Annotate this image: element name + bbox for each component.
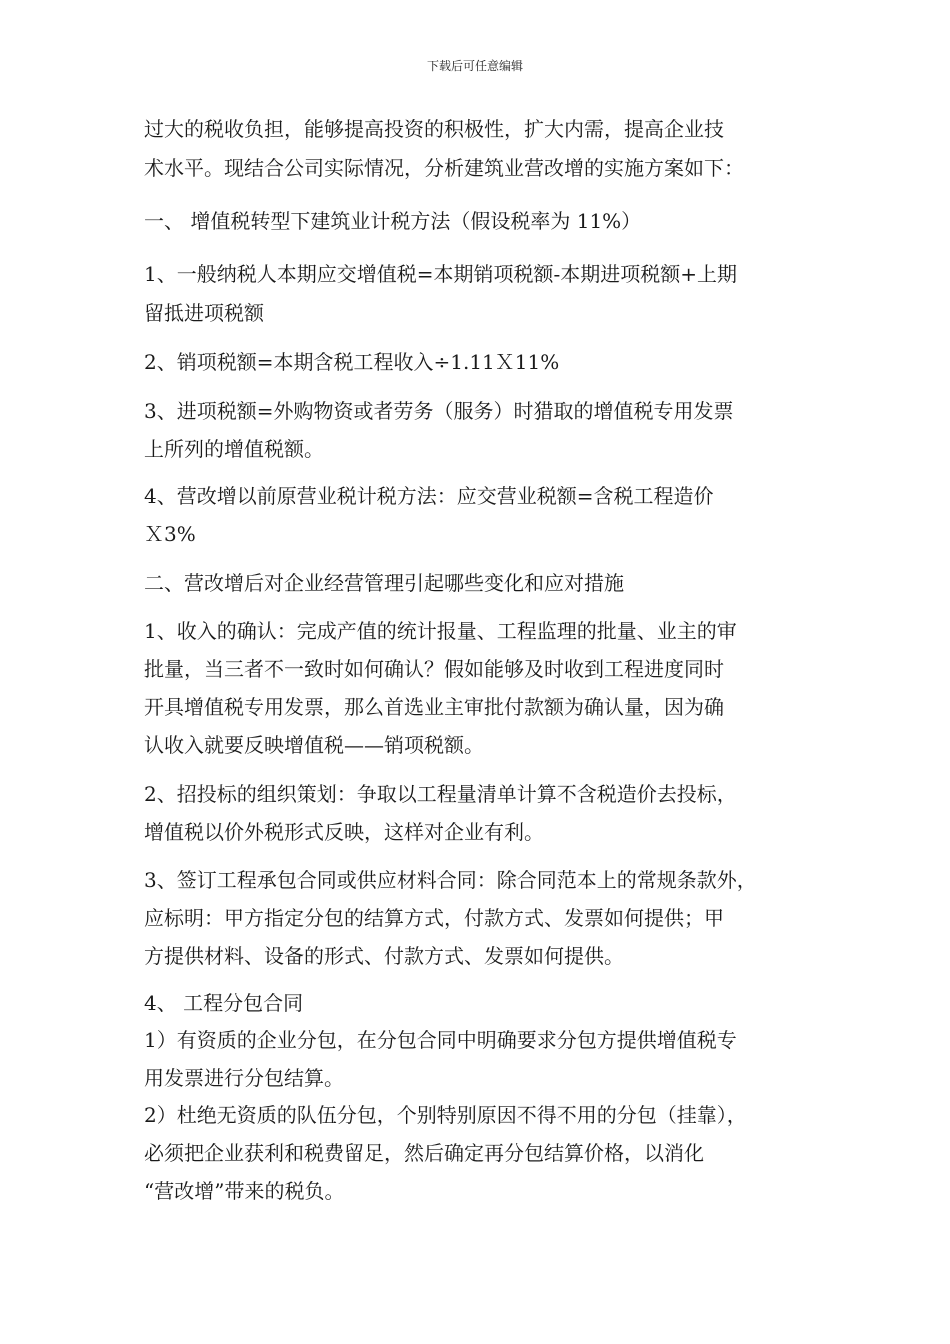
text-line: 认收入就要反映增值税——销项税额。 <box>144 733 484 757</box>
text-line: 2、招投标的组织策划：争取以工程量清单计算不含税造价去投标， <box>144 782 737 806</box>
text-line: 增值税以价外税形式反映，这样对企业有利。 <box>144 820 544 844</box>
text-line: 应标明：甲方指定分包的结算方式，付款方式、发票如何提供；甲 <box>144 906 724 930</box>
text-line: 用发票进行分包结算。 <box>144 1066 344 1090</box>
text-line: 4、 工程分包合同 <box>144 991 304 1015</box>
text-line: “营改增”带来的税负。 <box>144 1179 345 1203</box>
text-line: 上所列的增值税额。 <box>144 437 324 461</box>
text-line: 方提供材料、设备的形式、付款方式、发票如何提供。 <box>144 944 624 968</box>
text-line: 1）有资质的企业分包，在分包合同中明确要求分包方提供增值税专 <box>144 1028 737 1052</box>
text-line: 批量，当三者不一致时如何确认？假如能够及时收到工程进度同时 <box>144 657 724 681</box>
text-line: 术水平。现结合公司实际情况，分析建筑业营改增的实施方案如下： <box>144 156 744 180</box>
text-line: 4、营改增以前原营业税计税方法：应交营业税额=含税工程造价 <box>144 484 714 508</box>
text-line: 3、签订工程承包合同或供应材料合同：除合同范本上的常规条款外， <box>144 868 757 892</box>
text-line: 过大的税收负担，能够提高投资的积极性，扩大内需，提高企业技 <box>144 117 724 141</box>
text-line: 1、一般纳税人本期应交增值税=本期销项税额-本期进项税额+上期 <box>144 262 737 286</box>
text-line: 2）杜绝无资质的队伍分包，个别特别原因不得不用的分包（挂靠）， <box>144 1103 747 1127</box>
section-heading: 一、 增值税转型下建筑业计税方法（假设税率为 11%） <box>144 209 642 233</box>
section-heading: 二、营改增后对企业经营管理引起哪些变化和应对措施 <box>144 571 624 595</box>
page-header: 下载后可任意编辑 <box>426 59 523 73</box>
text-line: 开具增值税专用发票，那么首选业主审批付款额为确认量，因为确 <box>144 695 724 719</box>
text-line: 2、销项税额=本期含税工程收入÷1.11Ｘ11% <box>144 350 560 374</box>
text-line: 3、进项税额=外购物资或者劳务（服务）时猎取的增值税专用发票 <box>144 399 734 423</box>
text-line: 留抵进项税额 <box>144 301 264 325</box>
text-line: Ｘ3% <box>144 522 196 546</box>
text-line: 1、收入的确认：完成产值的统计报量、工程监理的批量、业主的审 <box>144 619 737 643</box>
text-line: 必须把企业获利和税费留足，然后确定再分包结算价格，以消化 <box>144 1141 704 1165</box>
